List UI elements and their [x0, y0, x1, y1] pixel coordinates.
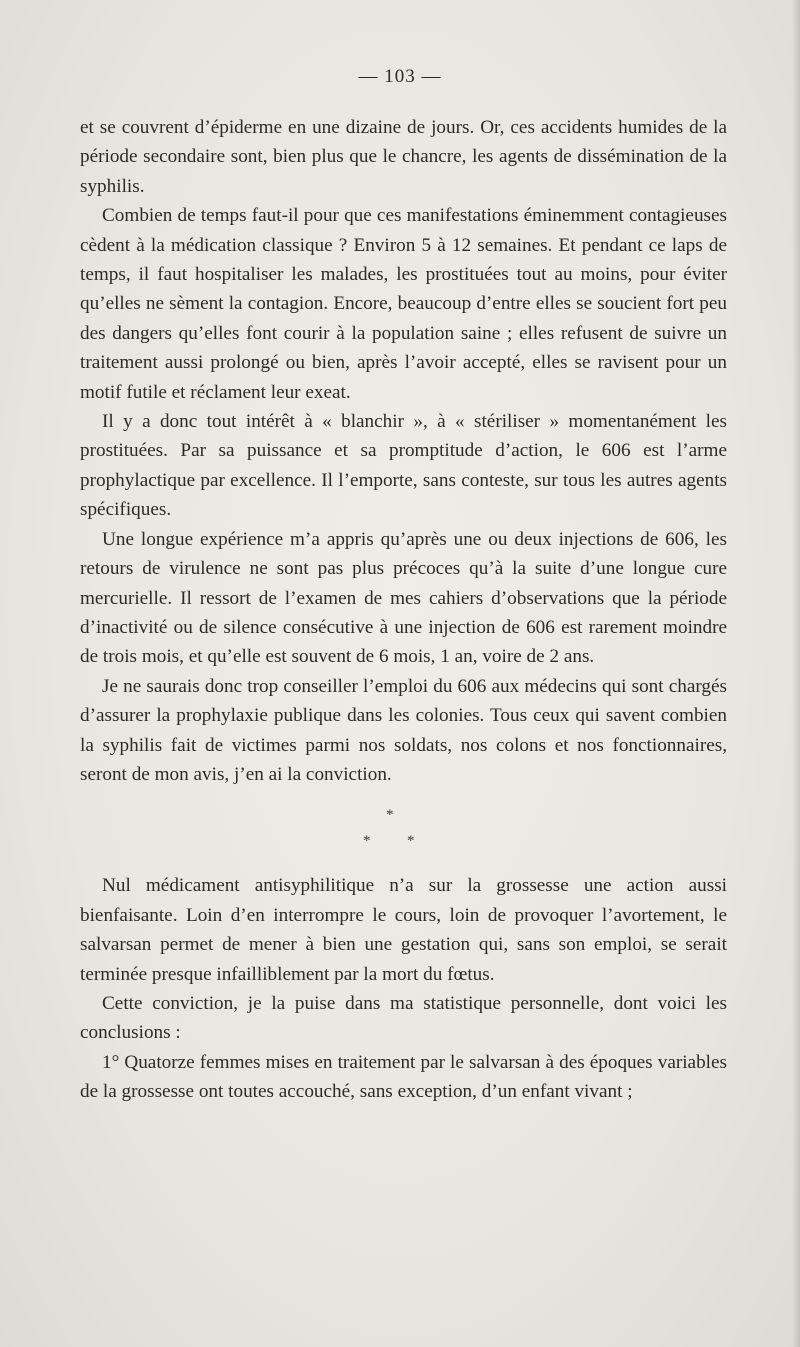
page-number: — 103 —	[358, 66, 442, 87]
paragraph-long-experience: Une longue expérience m’a appris qu’après une ou deux injections de 606, les retours de virulence ne sont pas plus précoces qu’à la suite d’une longue cure mercurielle. Il ressort de l’examen de mes cahiers d’observations que la période d’inactivité ou de silence consécutive à une injection de 606 est rarement moindre de trois mois, et qu’elle est souvent de 6 mois, 1 an, voire de 2 ans.	[80, 528, 727, 668]
paragraph-statistics-intro: Cette conviction, je la puise dans ma statistique personnelle, dont voici les conclusions :	[80, 992, 727, 1044]
paragraph-continuation: et se couvrent d’épiderme en une dizaine de jours. Or, ces accidents humides de la période secondaire sont, bien plus que le chancre, les agents de dissémination de la syphilis.	[80, 117, 727, 197]
paragraph-medication-duration: Combien de temps faut-il pour que ces manifestations éminemment contagieuses cèdent à la médication classique ? Environ 5 à 12 semaines. Et pendant ce laps de temps, il faut hospitaliser les malades, les prostituées tout au moins, pour éviter qu’elles ne sèment la contagion. Encore, beaucoup d’entre elles se soucient fort peu des dangers qu’elles font courir à la population saine ; elles refusent de suivre un traitement aussi prolongé ou bien, après l’avoir accepté, elles se ravisent pour un motif futile et réclament leur exeat.	[80, 205, 727, 403]
asterisk-top: *	[386, 807, 394, 824]
asterisk-bottom-left: *	[363, 833, 371, 850]
paragraph-colonies-advice: Je ne saurais donc trop conseiller l’emploi du 606 aux médecins qui sont chargés d’assurer la prophylaxie publique dans les colonies. Tous ceux qui savent combien la syphilis fait de victimes parmi nos soldats, nos colons et nos fonctionnaires, seront de mon avis, j’en ai la conviction.	[80, 675, 727, 785]
paragraph-sterilize-prostitutes: Il y a donc tout intérêt à « blanchir », à « stériliser » momentanément les prostituées. Par sa puissance et sa promptitude d’action, le 606 est l’arme prophylactique par excellence. Il l’emporte, sans conteste, sur tous les autres agents spécifiques.	[80, 411, 727, 521]
page-body	[80, 113, 727, 1107]
section-asterism	[80, 789, 727, 871]
asterisk-bottom-right: *	[407, 833, 415, 850]
page-edge-shadow	[792, 0, 800, 1347]
paragraph-pregnancy: Nul médicament antisyphilitique n’a sur la grossesse une action aussi bienfaisante. Loin d’en interrompre le cours, loin de provoquer l’avortement, le salvarsan permet de mener à bien une gestation qui, sans son emploi, se serait terminée presque infailliblement par la mort du fœtus.	[80, 875, 727, 985]
paragraph-conclusion-1: 1° Quatorze femmes mises en traitement par le salvarsan à des époques variables de la grossesse ont toutes accouché, sans exception, d’un enfant vivant ;	[80, 1051, 727, 1103]
